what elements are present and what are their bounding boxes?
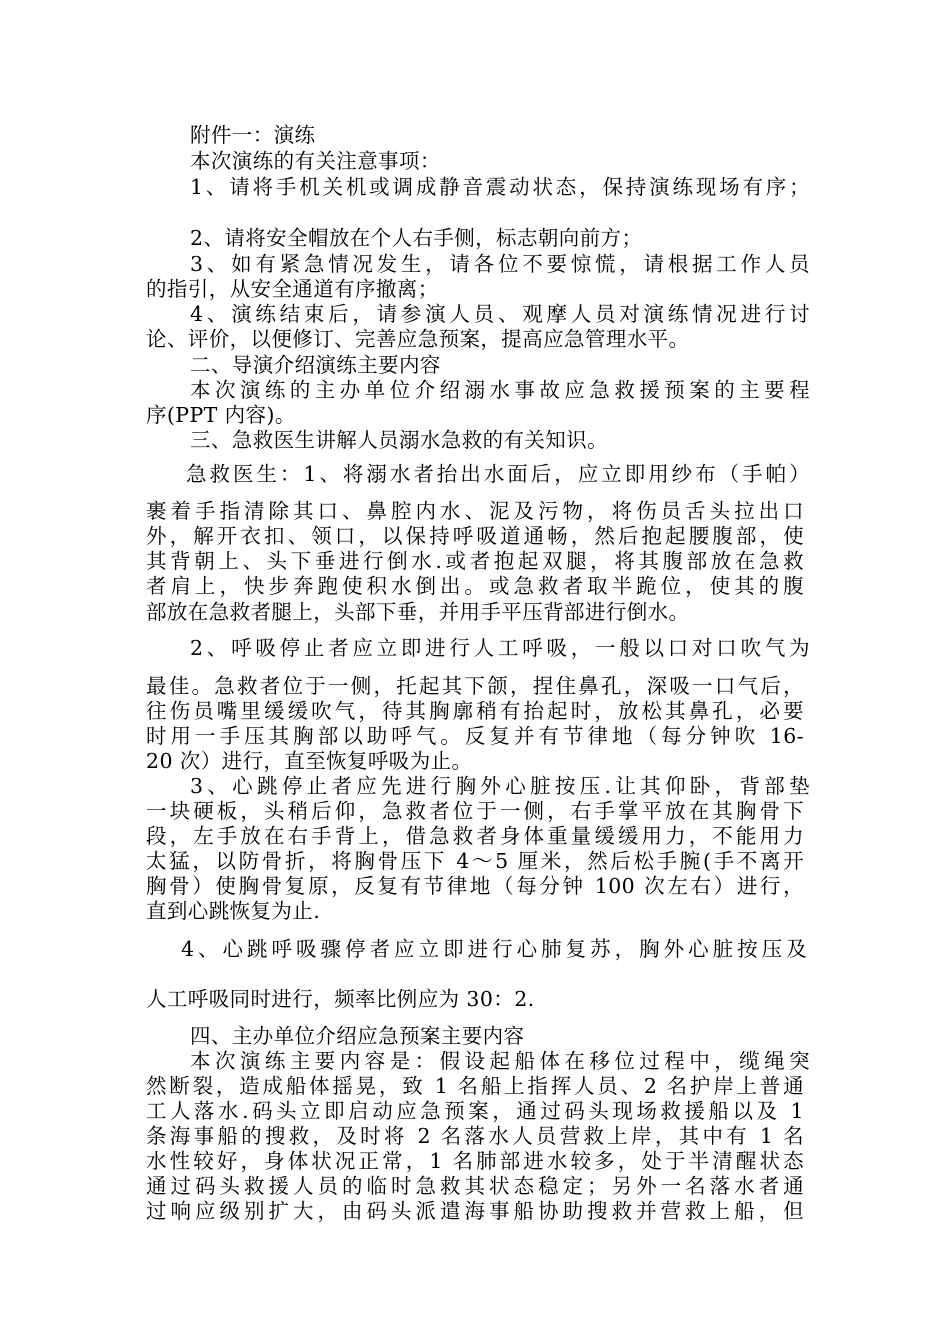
- notes-heading: 本次演练的有关注意事项：: [190, 149, 441, 173]
- text-line: 论、评价，以便修订、完善应急预案，提高应急管理水平。: [146, 327, 690, 351]
- text-line: 其背朝上、头下垂进行倒水.或者抱起双腿，将其腹部放在急救: [146, 549, 804, 573]
- attachment-heading: 附件一：演练: [190, 123, 316, 147]
- text-line: 时用一手压其胸部以助呼气。反复并有节律地（每分钟吹 16-: [146, 724, 804, 748]
- text-line: 往伤员嘴里缓缓吹气，待其胸廓稍有抬起时，放松其鼻孔，必要: [146, 699, 804, 723]
- text-line: 条海事船的搜救，及时将 2 名落水人员营救上岸，其中有 1 名: [146, 1124, 804, 1148]
- text-line: 工人落水.码头立即启动应急预案，通过码头现场救援船以及 1: [146, 1099, 804, 1123]
- text-line: 水性较好，身体状况正常，1 名肺部进水较多，处于半清醒状态: [146, 1149, 804, 1173]
- text-line: 序(PPT 内容)。: [146, 403, 296, 427]
- text-line: 段，左手放在右手背上，借急救者身体重量缓缓用力，不能用力: [146, 824, 804, 848]
- section-heading-3: 三、急救医生讲解人员溺水急救的有关知识。: [190, 428, 608, 452]
- text-line: 直到心跳恢复为止.: [146, 899, 321, 923]
- text-line: 一块硬板，头稍后仰，急救者位于一侧，右手掌平放在其胸骨下: [146, 799, 804, 823]
- text-line: 太猛，以防骨折，将胸骨压下 4～5 厘米，然后松手腕(手不离开: [146, 849, 804, 873]
- text-line: 3、心跳停止者应先进行胸外心脏按压.让其仰卧，背部垫: [190, 774, 810, 798]
- text-line: 急救医生：1、将溺水者抬出水面后，应立即用纱布（手帕）: [186, 462, 810, 486]
- section-heading-4: 四、主办单位介绍应急预案主要内容: [190, 1024, 525, 1048]
- text-line: 3、如有紧急情况发生，请各位不要惊慌，请根据工作人员: [190, 252, 810, 276]
- text-line: 通过码头救援人员的临时急救其状态稳定；另外一名落水者通: [146, 1174, 804, 1198]
- text-line: 1、请将手机关机或调成静音震动状态，保持演练现场有序；: [190, 175, 810, 199]
- text-line: 然断裂，造成船体摇晃，致 1 名船上指挥人员、2 名护岸上普通: [146, 1074, 804, 1098]
- text-line: 者肩上，快步奔跑使积水倒出。或急救者取半跪位，使其的腹: [146, 574, 804, 598]
- text-line: 2、请将安全帽放在个人右手侧，标志朝向前方；: [190, 226, 643, 250]
- text-line: 2、呼吸停止者应立即进行人工呼吸，一般以口对口吹气为: [190, 636, 810, 660]
- text-line: 20 次）进行，直至恢复呼吸为止。: [146, 749, 473, 773]
- section-heading-2: 二、导演介绍演练主要内容: [190, 353, 441, 377]
- text-line: 胸骨）使胸骨复原，反复有节律地（每分钟 100 次左右）进行，: [146, 874, 804, 898]
- text-line: 4、演练结束后，请参演人员、观摩人员对演练情况进行讨: [190, 302, 810, 326]
- text-line: 过响应级别扩大，由码头派遣海事船协助搜救并营救上船，但: [146, 1199, 804, 1223]
- text-line: 外，解开衣扣、领口，以保持呼吸道通畅，然后抱起腰腹部，使: [146, 524, 804, 548]
- text-line: 最佳。急救者位于一侧，托起其下颌，捏住鼻孔，深吸一口气后，: [146, 674, 804, 698]
- text-line: 人工呼吸同时进行，频率比例应为 30：2.: [146, 987, 535, 1011]
- text-line: 部放在急救者腿上，头部下垂，并用手平压背部进行倒水。: [146, 600, 690, 624]
- text-line: 4、心跳呼吸骤停者应立即进行心肺复苏，胸外心脏按压及: [181, 937, 807, 961]
- text-line: 本次演练的主办单位介绍溺水事故应急救援预案的主要程: [190, 378, 810, 402]
- text-line: 的指引，从安全通道有序撤离；: [146, 277, 439, 301]
- text-line: 本次演练主要内容是：假设起船体在移位过程中，缆绳突: [190, 1049, 810, 1073]
- text-line: 裹着手指清除其口、鼻腔内水、泥及污物，将伤员舌头拉出口: [146, 499, 804, 523]
